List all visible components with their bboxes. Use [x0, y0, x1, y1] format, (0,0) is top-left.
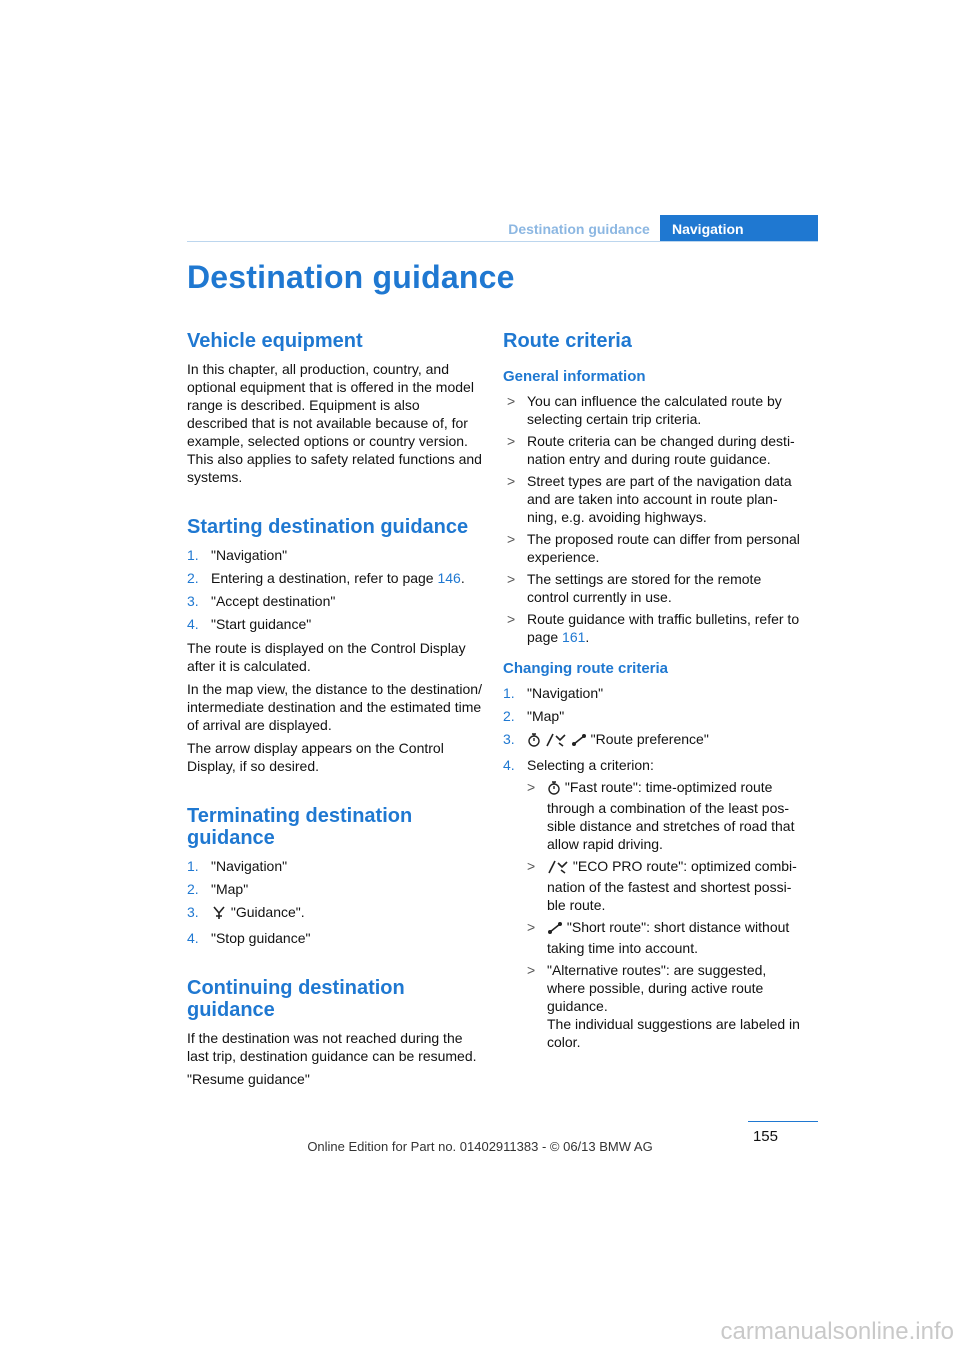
options-note: The individual suggestions are labeled in color.: [547, 1016, 800, 1050]
step: 4. Selecting a criterion: > "Fast route": time-optimized route through a combination of the least pos- sible distance and stretches of road that allow rapid driving. > "ECO PRO route": optimized combi- nation of the fastest and shortest possi- ble route. > "Short route": short distance without taking time into account. > "Alternative routes": are suggested, where possible, during active route guidance. The individual suggestions are labeled in color.: [503, 756, 803, 1051]
header-section-title: Destination guidance: [508, 221, 650, 237]
list-item: > "Short route": short distance without taking time into account.: [527, 919, 790, 956]
list-item: > Street types are part of the navigation data and are taken into account in route plan- ning, e.g. avoiding highways.: [507, 473, 792, 525]
list-item: > Route criteria can be changed during desti- nation entry and during route guidance.: [507, 433, 795, 467]
route-criteria-heading: Route criteria: [503, 330, 632, 352]
continuing-text: If the destination was not reached during the last trip, destination guidance can be resumed.: [187, 1030, 477, 1064]
terminating-guidance-section: [187, 805, 483, 947]
watermark: carmanualsonline.info: [720, 1318, 954, 1345]
vehicle-equipment-section: [187, 330, 483, 486]
step: 4. "Start guidance": [187, 616, 312, 632]
general-bullets: [503, 392, 803, 646]
vehicle-equipment-heading: Vehicle equipment: [187, 330, 363, 352]
page-number-rule: [748, 1121, 818, 1122]
starting-guidance-heading: Starting destination guidance: [187, 516, 469, 538]
list-item: > The proposed route can differ from personal experience.: [507, 531, 800, 565]
arrow-display-text: The arrow display appears on the Control Display, if so desired.: [187, 740, 444, 774]
continuing-guidance-heading: Continuing destination guidance: [187, 977, 405, 1021]
vehicle-equipment-text: In this chapter, all production, country, and optional equipment that is offered in the model range is described. Equipment is also described that is not available because of, for example, selected options or country version. This also applies to safety related functions and systems.: [187, 361, 482, 485]
list-item: > You can influence the calculated route by selecting certain trip criteria.: [507, 393, 782, 427]
stopwatch-icon: [547, 781, 561, 799]
criterion-options: [527, 778, 803, 1051]
short-route-icon: [571, 733, 587, 751]
step: 2. Entering a destination, refer to page 146.: [187, 570, 465, 586]
left-column: [187, 330, 483, 1118]
step: 1. "Navigation": [503, 685, 604, 701]
general-information-heading: General information: [503, 368, 646, 385]
changing-route-criteria-section: [503, 660, 803, 1051]
right-column: [503, 330, 803, 1065]
list-item: > "Alternative routes": are suggested, where possible, during active route guidance. The individual suggestions are labeled in color.: [527, 962, 800, 1050]
changing-route-criteria-heading: Changing route criteria: [503, 660, 669, 677]
general-information-section: [503, 368, 803, 646]
page-link[interactable]: 161: [562, 629, 586, 645]
step: 1. "Navigation": [187, 547, 288, 563]
footer-edition: Online Edition for Part no. 01402911383 - © 06/13 BMW AG: [307, 1139, 653, 1154]
list-item: > "Fast route": time-optimized route through a combination of the least pos- sible distance and stretches of road that allow rapid driving.: [527, 779, 795, 852]
page-number: 155: [752, 1128, 778, 1145]
map-view-text: In the map view, the distance to the destination/ intermediate destination and the estimated time of arrival are displayed.: [187, 681, 482, 733]
terminating-guidance-heading: Terminating destination guidance: [187, 805, 413, 849]
continuing-guidance-section: [187, 977, 483, 1088]
list-item: > "ECO PRO route": optimized combi- nation of the fastest and shortest possi- ble route.: [527, 858, 797, 913]
page-title: Destination guidance: [187, 259, 515, 295]
step: 2. "Map": [187, 881, 249, 897]
header-chapter-tab: Navigation: [660, 215, 818, 242]
step: 4. "Stop guidance": [187, 930, 311, 946]
step: 3. "Route preference": [503, 730, 803, 751]
starting-steps: [187, 546, 483, 633]
step: 3. "Accept destination": [187, 593, 336, 609]
step: 3. "Guidance".: [187, 903, 483, 924]
eco-route-icon: [547, 860, 569, 878]
step: 1. "Navigation": [187, 858, 288, 874]
list-item: > Route guidance with traffic bulletins, refer to page 161.: [507, 611, 800, 645]
eco-route-icon: [545, 733, 567, 751]
starting-guidance-section: [187, 516, 483, 775]
page-link[interactable]: 146: [437, 570, 461, 586]
resume-guidance-text: "Resume guidance": [187, 1071, 310, 1087]
short-route-icon: [547, 921, 563, 939]
header-rule: [187, 241, 818, 242]
guidance-icon: [211, 906, 227, 924]
route-displayed-text: The route is displayed on the Control Display after it is calculated.: [187, 640, 466, 674]
changing-steps: [503, 684, 803, 1051]
terminating-steps: [187, 857, 483, 947]
list-item: > The settings are stored for the remote control currently in use.: [507, 571, 762, 605]
step: 2. "Map": [503, 708, 565, 724]
stopwatch-icon: [527, 733, 541, 751]
